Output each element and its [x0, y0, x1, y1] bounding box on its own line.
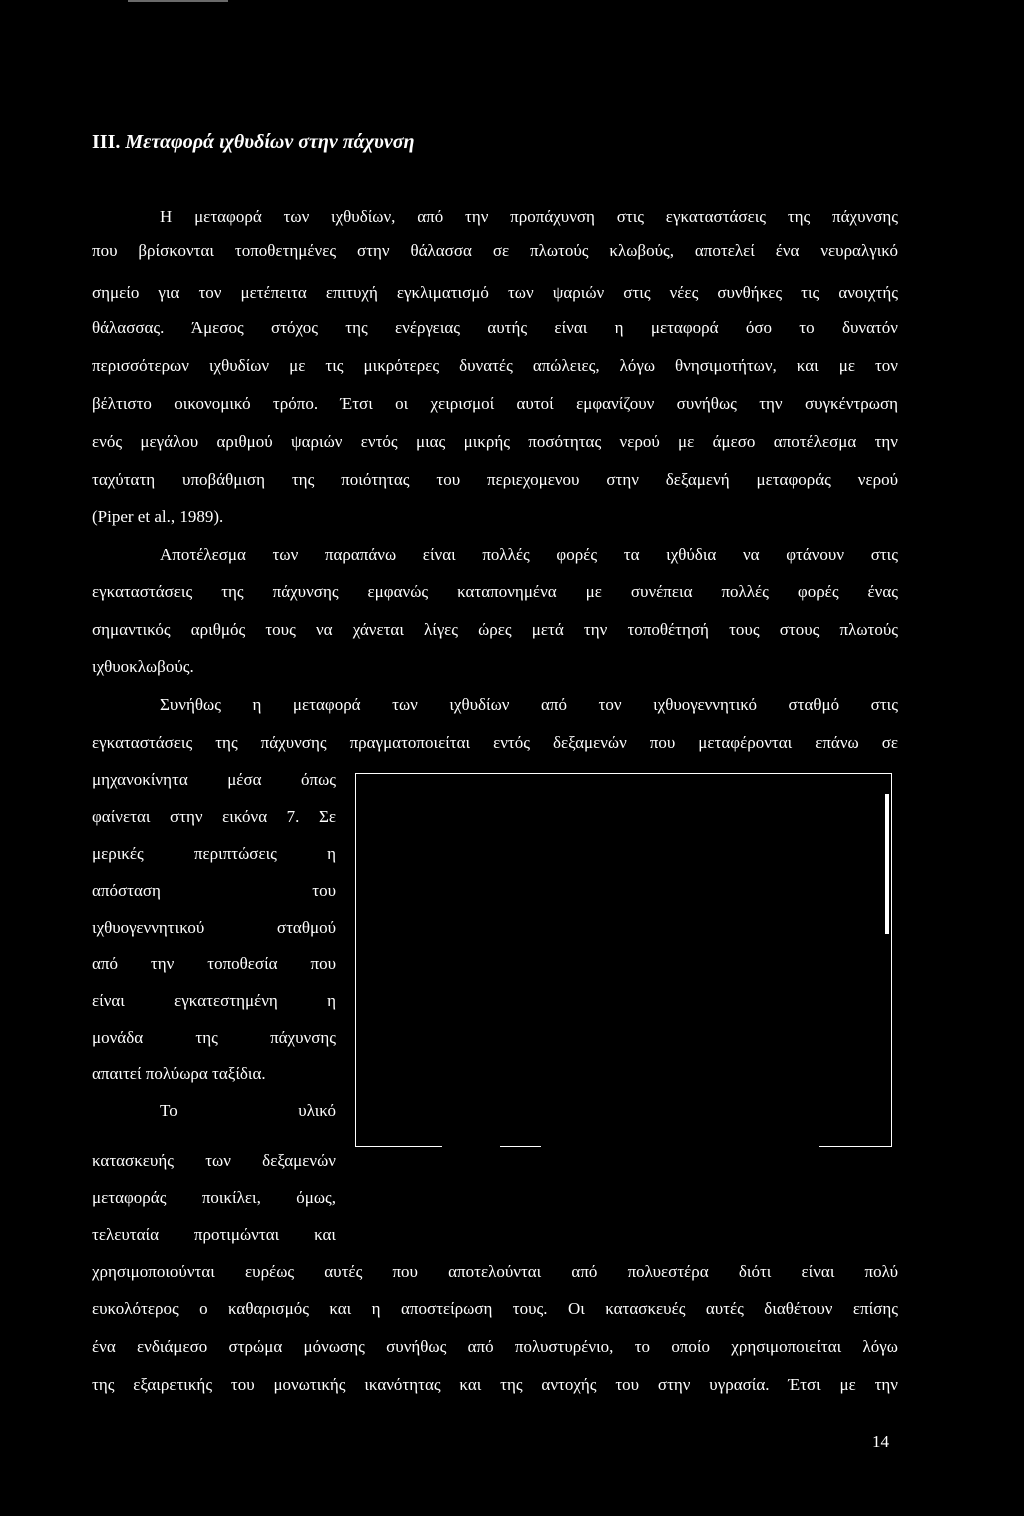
- figure-edge-bar: [885, 794, 889, 934]
- paragraph-4-line: της εξαιρετικής του μονωτικής ικανότητας και της αντοχής του στην υγρασία. Έτσι με την: [92, 1375, 898, 1394]
- paragraph-3-line: εγκαταστάσεις της πάχυνσης πραγματοποιείται εντός δεξαμενών που μεταφέρονται επάνω σε: [92, 733, 898, 752]
- scan-edge-mark: [128, 0, 228, 2]
- paragraph-1-line: (Piper et al., 1989).: [92, 507, 224, 526]
- figure-border-gap: [541, 1144, 819, 1148]
- paragraph-3-line: από την τοποθεσία που: [92, 954, 336, 973]
- paragraph-4-line: χρησιμοποιούνται ευρέως αυτές που αποτελούνται από πολυεστέρα διότι είναι πολύ: [92, 1262, 898, 1281]
- paragraph-3-line: φαίνεται στην εικόνα 7. Σε: [92, 807, 336, 826]
- section-heading: [92, 131, 414, 154]
- paragraph-3-line: απόσταση του: [92, 881, 336, 900]
- page-number: 14: [872, 1432, 889, 1451]
- paragraph-1-line: που βρίσκονται τοποθετημένες στην θάλασσα σε πλωτούς κλωβούς, αποτελεί ένα νευραλγικό: [92, 241, 898, 260]
- paragraph-1-line: βέλτιστο οικονομικό τρόπο. Έτσι οι χειρισμοί αυτοί εμφανίζουν συνήθως την συγκέντρωση: [92, 394, 898, 413]
- section-title: Μεταφορά ιχθυδίων στην πάχυνση: [125, 131, 415, 153]
- paragraph-2-line: ιχθυοκλωβούς.: [92, 657, 194, 676]
- paragraph-1-line: σημείο για τον μετέπειτα επιτυχή εγκλιματισμό των ψαριών στις νέες συνθήκες τις ανοιχτής: [92, 283, 898, 302]
- paragraph-4-line: κατασκευής των δεξαμενών: [92, 1151, 336, 1170]
- paragraph-3-line: Συνήθως η μεταφορά των ιχθυδίων από τον ιχθυογεννητικό σταθμό στις: [160, 695, 898, 714]
- paragraph-4-line: Το υλικό: [160, 1101, 336, 1120]
- paragraph-2-line: εγκαταστάσεις της πάχυνσης εμφανώς καταπονημένα με συνέπεια πολλές φορές ένας: [92, 582, 898, 601]
- paragraph-3-line: ιχθυογεννητικού σταθμού: [92, 918, 336, 937]
- paragraph-3-line: μερικές περιπτώσεις η: [92, 844, 336, 863]
- paragraph-2-line: σημαντικός αριθμός τους να χάνεται λίγες ώρες μετά την τοποθέτησή τους στους πλωτούς: [92, 620, 898, 639]
- paragraph-4-line: μεταφοράς ποικίλει, όμως,: [92, 1188, 336, 1207]
- paragraph-1-line: Η μεταφορά των ιχθυδίων, από την προπάχυνση στις εγκαταστάσεις της πάχυνσης: [160, 207, 898, 226]
- paragraph-4-line: ένα ενδιάμεσο στρώμα μόνωσης συνήθως από πολυστυρένιο, το οποίο χρησιμοποιείται λόγω: [92, 1337, 898, 1356]
- paragraph-2-line: Αποτέλεσμα των παραπάνω είναι πολλές φορές τα ιχθύδια να φτάνουν στις: [160, 545, 898, 564]
- figure-7-image: [355, 773, 892, 1147]
- paragraph-4-line: ευκολότερος ο καθαρισμός και η αποστείρωση τους. Οι κατασκευές αυτές διαθέτουν επίσης: [92, 1299, 898, 1318]
- section-number: III.: [92, 131, 121, 153]
- paragraph-1-line: ενός μεγάλου αριθμού ψαριών εντός μιας μικρής ποσότητας νερού με άμεσο αποτέλεσμα την: [92, 432, 898, 451]
- paragraph-3-line: είναι εγκατεστημένη η: [92, 991, 336, 1010]
- paragraph-3-line: μηχανοκίνητα μέσα όπως: [92, 770, 336, 789]
- paragraph-4-line: τελευταία προτιμώνται και: [92, 1225, 336, 1244]
- paragraph-1-line: θάλασσας. Άμεσος στόχος της ενέργειας αυτής είναι η μεταφορά όσο το δυνατόν: [92, 318, 898, 337]
- paragraph-1-line: ταχύτατη υποβάθμιση της ποιότητας του περιεχομενου στην δεξαμενή μεταφοράς νερού: [92, 470, 898, 489]
- paragraph-1-line: περισσότερων ιχθυδίων με τις μικρότερες δυνατές απώλειες, λόγω θνησιμοτήτων, και με τον: [92, 356, 898, 375]
- paragraph-3-line: μονάδα της πάχυνσης: [92, 1028, 336, 1047]
- paragraph-3-line: απαιτεί πολύωρα ταξίδια.: [92, 1064, 266, 1083]
- figure-border-gap: [442, 1144, 500, 1148]
